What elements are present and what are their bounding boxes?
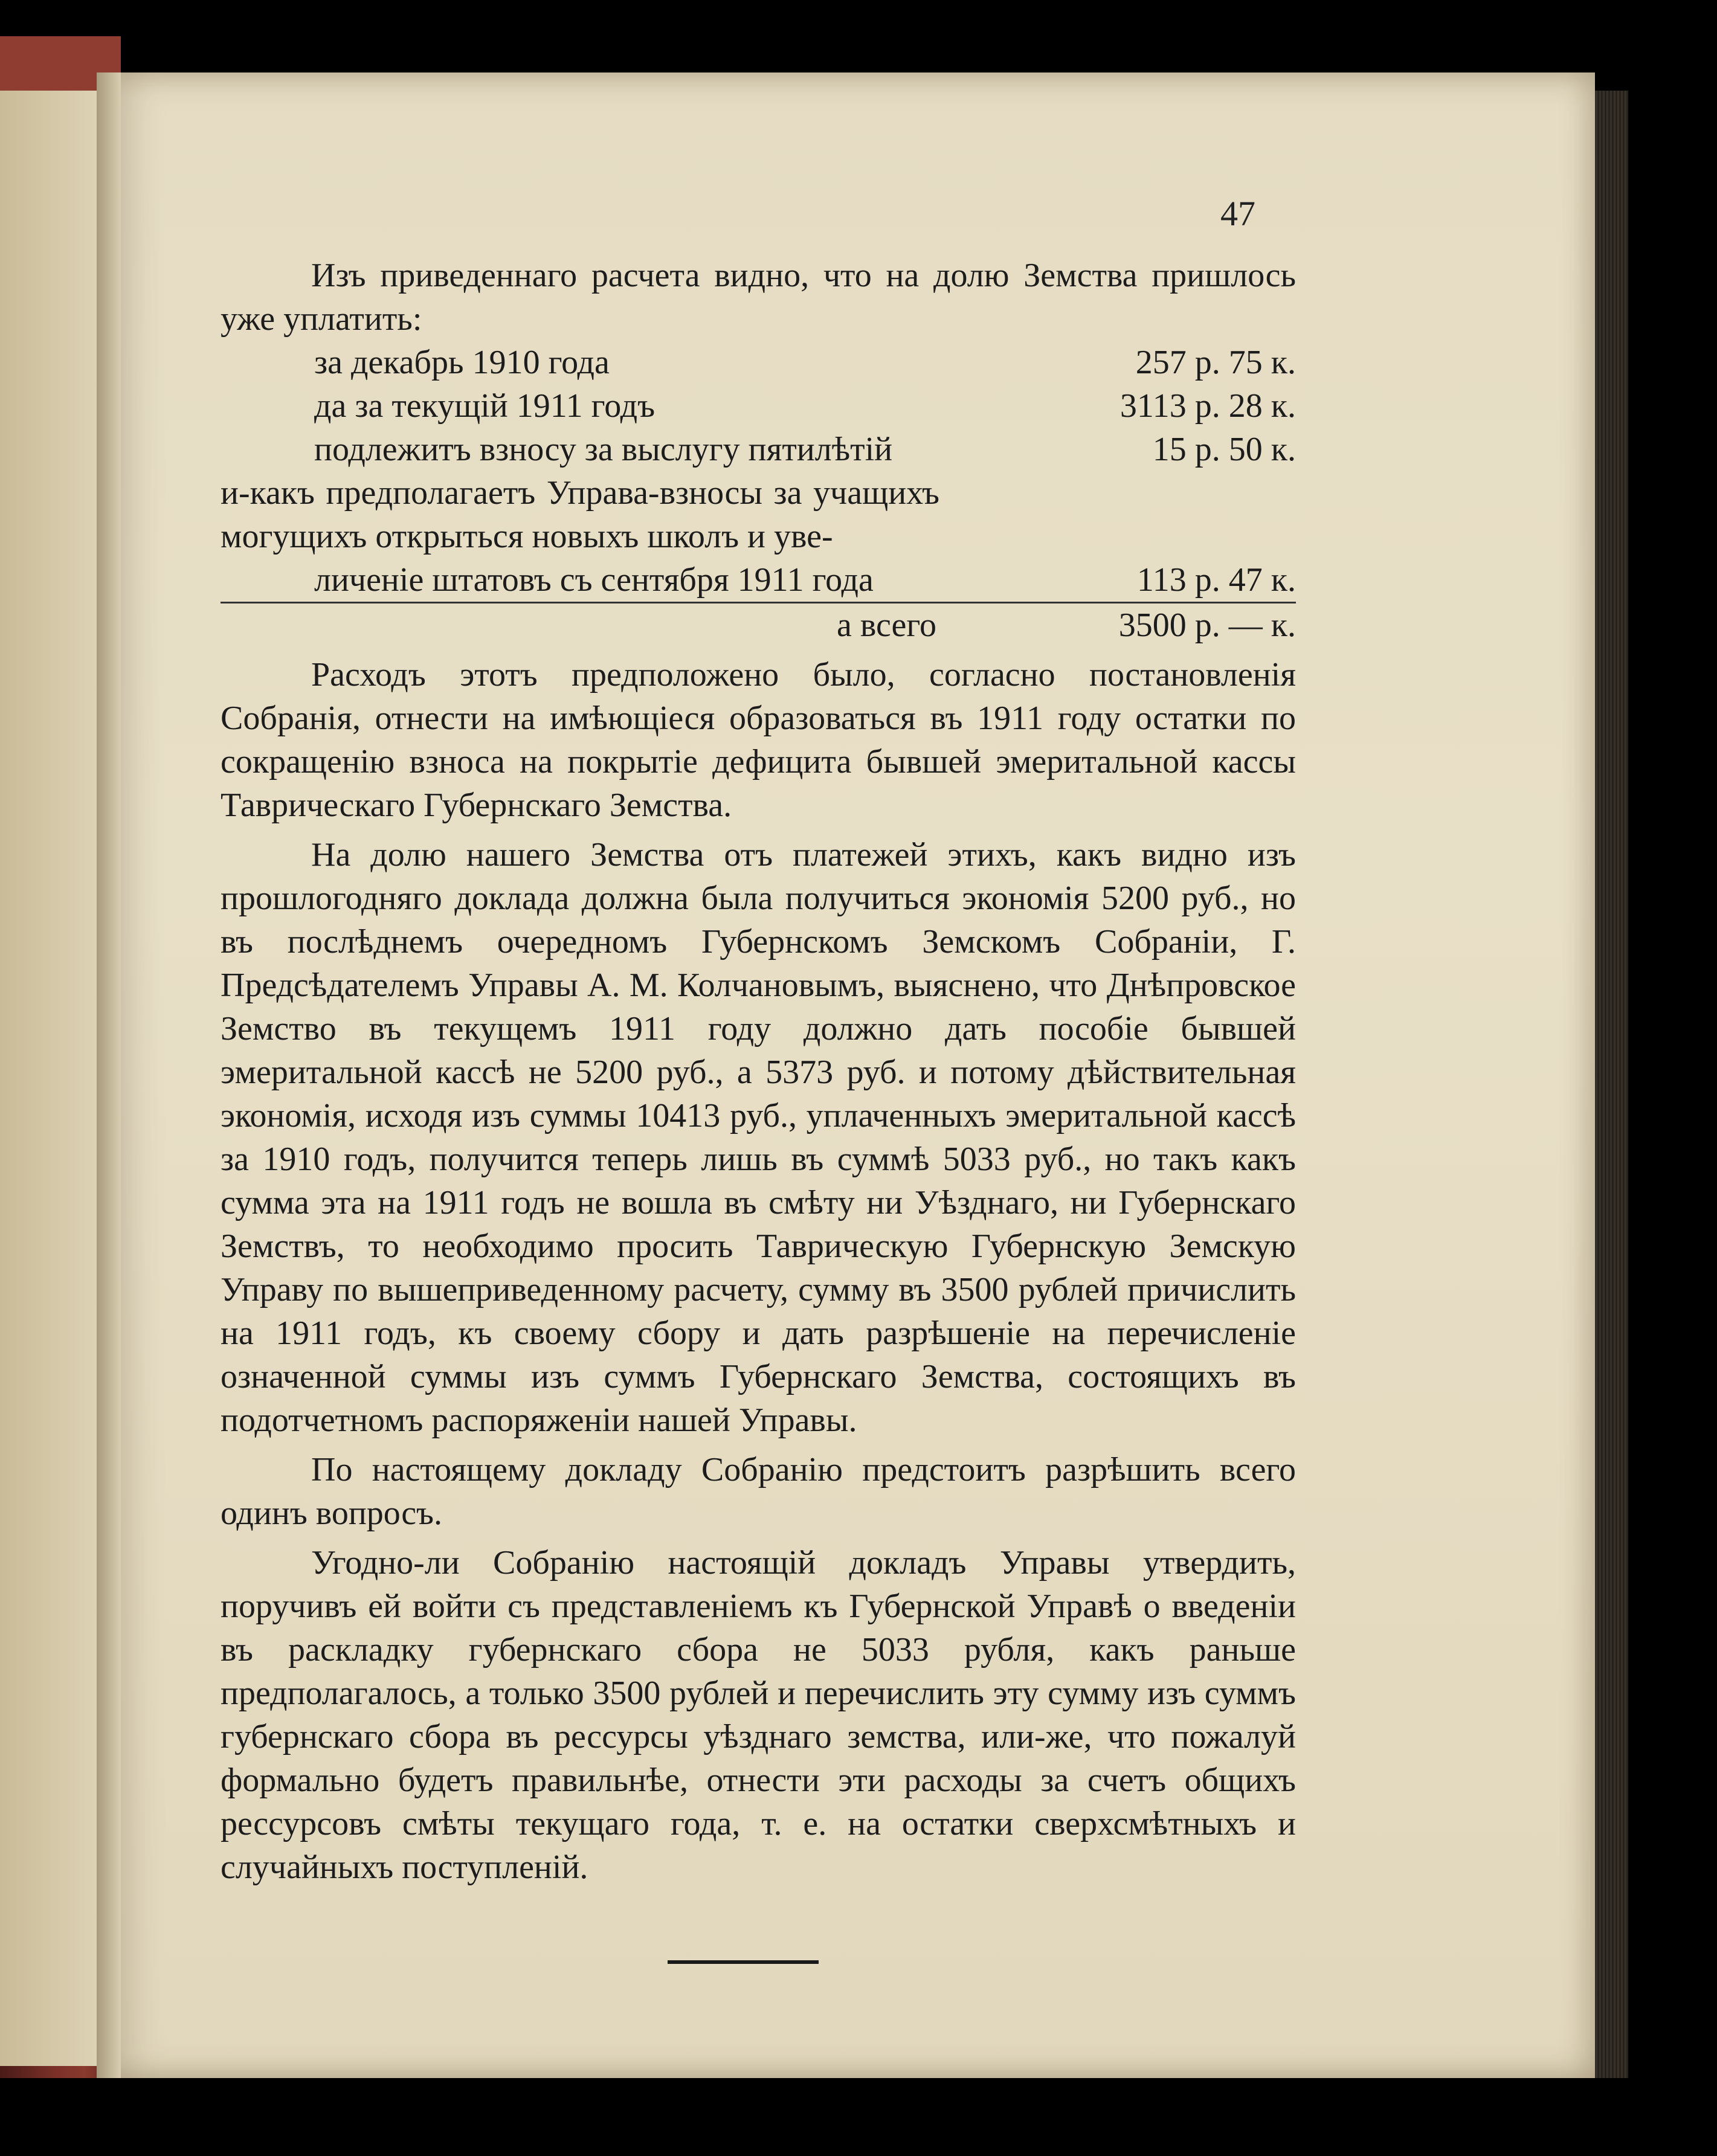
body-paragraph: По настоящему докладу Собранію предстоитъ разрѣшить всего одинъ вопросъ.	[221, 1451, 1296, 1532]
closing-rule	[668, 1960, 819, 1964]
ledger-label: да за текущій 1911 годъ	[314, 387, 656, 425]
total-amount: 3500 р. — к.	[1118, 607, 1296, 644]
ledger-amount: 3113 р. 28 к.	[1119, 387, 1296, 425]
ledger-amount: 113 р. 47 к.	[1136, 561, 1296, 599]
ledger-multiline-label: и-какъ предполагаетъ Управа-взносы за учащихъ могущихъ открыться новыхъ школъ и уве-	[221, 474, 939, 555]
ledger-label: за декабрь 1910 года	[314, 344, 610, 381]
ledger-amount: 257 р. 75 к.	[1135, 344, 1296, 381]
page-stack-edge	[1595, 91, 1628, 2078]
body-paragraph: На долю нашего Земства отъ платежей этихъ, какъ видно изъ прошлогодняго доклада должна была получиться экономія 5200 руб., но въ послѣднемъ очередномъ Губернскомъ Земскомъ Собраніи, Г. Предсѣдателемъ Управы А. М. Колчановымъ, выяснено, что Днѣпровское Земство въ текущемъ 1911 году должно дать пособіе бывшей эмеритальной кассѣ не 5200 руб., а 5373 руб. и потому дѣйствительная экономія, исходя изъ суммы 10413 руб., уплаченныхъ эмеритальной кассѣ за 1910 годъ, получится теперь лишь въ суммѣ 5033 руб., но такъ какъ сумма эта на 1911 годъ не вошла въ смѣту ни Уѣзднаго, ни Губернскаго Земствъ, то необходимо просить Таврическую Губернскую Земскую Управу по вышеприведенному расчету, сумму въ 3500 рублей причислить на 1911 годъ, къ своему сбору и дать разрѣшеніе на перечисленіе означенной суммы изъ суммъ Губернскаго Земства, состоящихъ въ подотчетномъ распоряженіи нашей Управы.	[221, 836, 1296, 1439]
ledger-amount: 15 р. 50 к.	[1152, 431, 1296, 468]
ledger-row	[221, 384, 1296, 428]
ledger-label: подлежитъ взносу за выслугу пятилѣтій	[314, 431, 893, 468]
page-number: 47	[1220, 194, 1255, 233]
body-paragraph: Угодно-ли Собранію настоящій докладъ Управы утвердить, поручивъ ей войти съ представленіемъ къ Губернской Управѣ о введеніи въ раскладку губернскаго сбора не 5033 рубля, какъ раньше предполагалось, а только 3500 рублей и перечислить эту сумму изъ суммъ губернскаго сбора въ рессурсы уѣзднаго земства, или-же, что пожалуй формально будетъ правильнѣе, отнести эти расходы за счетъ общихъ рессурсовъ смѣты текущаго года, т. е. на остатки сверхсмѣтныхъ и случайныхъ поступленій.	[221, 1544, 1296, 1886]
ledger-row	[221, 428, 1296, 471]
ledger-row	[221, 341, 1296, 384]
intro-paragraph: Изъ приведеннаго расчета видно, что на долю Земства пришлось уже уплатить:	[221, 257, 1296, 338]
ledger-row	[221, 558, 1296, 603]
page-text	[221, 254, 1296, 1889]
facing-page-edge	[0, 91, 103, 2066]
book-gutter	[97, 72, 121, 2078]
total-label: а всего	[837, 607, 936, 644]
body-paragraph: Расходъ этотъ предположено было, согласно постановленія Собранія, отнести на имѣющіеся образоваться въ 1911 году остатки по сокращенію взноса на покрытіе дефицита бывшей эмеритальной кассы Таврическаго Губернскаго Земства.	[221, 656, 1296, 824]
ledger-label: личеніе штатовъ съ сентября 1911 года	[314, 561, 874, 599]
ledger-total-row	[221, 603, 1296, 647]
